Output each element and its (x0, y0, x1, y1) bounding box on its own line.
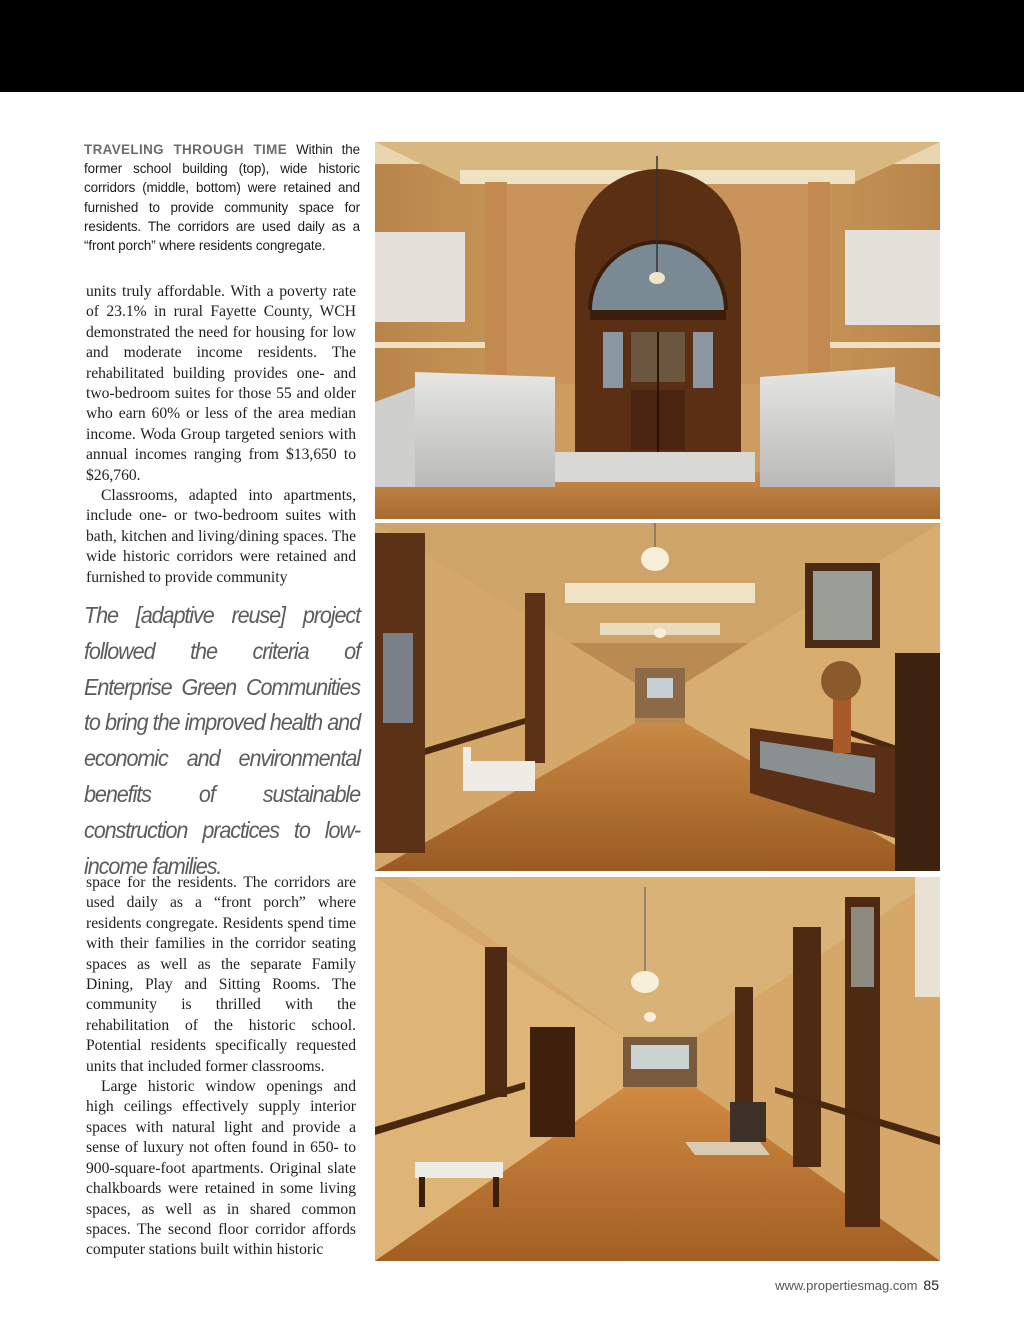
body-paragraph: Classrooms, adapted into apartments, include one- or two-bedroom suites with bath, kitchen and living/dining spaces. The wide historic corridors were retained and furnished to provide community (86, 487, 356, 586)
page-footer (775, 1277, 939, 1293)
photo-corridor-middle (375, 523, 940, 871)
long-corridor-illustration (375, 877, 940, 1261)
page-number: 85 (923, 1277, 939, 1293)
top-black-band (0, 0, 1024, 92)
photo-caption (84, 140, 360, 255)
pull-quote: The [adaptive reuse] project followed the criteria of Enterprise Green Communities to bring the improved health and economic and environmental benefits of sustainable construction practices to low-income families. (84, 602, 360, 879)
photo-entrance-hall (375, 142, 940, 519)
corridor-illustration (375, 523, 940, 871)
body-column-a (86, 282, 356, 588)
body-paragraph: units truly affordable. With a poverty rate of 23.1% in rural Fayette County, WCH demonstrated the need for housing for low and moderate income residents. The rehabilitated building provides one- and two-bedroom suites for those 55 and older who earn 60% or less of the area median income. Woda Group targeted seniors with annual incomes ranging from $13,650 to $26,760. (86, 283, 356, 484)
footer-url: www.propertiesmag.com (775, 1278, 918, 1293)
caption-text: Within the former school building (top), wide historic corridors (middle, bottom) were retained and furnished to provide community space for residents. The corridors are used daily as a “front porch” where residents congregate. (84, 142, 360, 254)
body-paragraph: space for the residents. The corridors are used daily as a “front porch” where residents congregate. Residents spend time with their families in the corridor seating spaces as well as the separate Family Dining, Play and Sitting Rooms. The community is thrilled with the rehabilitation of the historic school. Potential residents specifically requested units that included former classrooms. (86, 874, 356, 1075)
entrance-hall-illustration (375, 142, 940, 519)
photo-corridor-bottom (375, 877, 940, 1261)
body-paragraph: Large historic window openings and high ceilings effectively supply interior spaces with natural light and provide a sense of luxury not often found in 650- to 900-square-foot apartments. Original slate chalkboards were retained in some living spaces, as well as in shared common spaces. The second floor corridor affords computer stations built within historic (86, 1078, 356, 1259)
caption-kicker: TRAVELING THROUGH TIME (84, 142, 288, 157)
body-column-b (86, 873, 356, 1261)
